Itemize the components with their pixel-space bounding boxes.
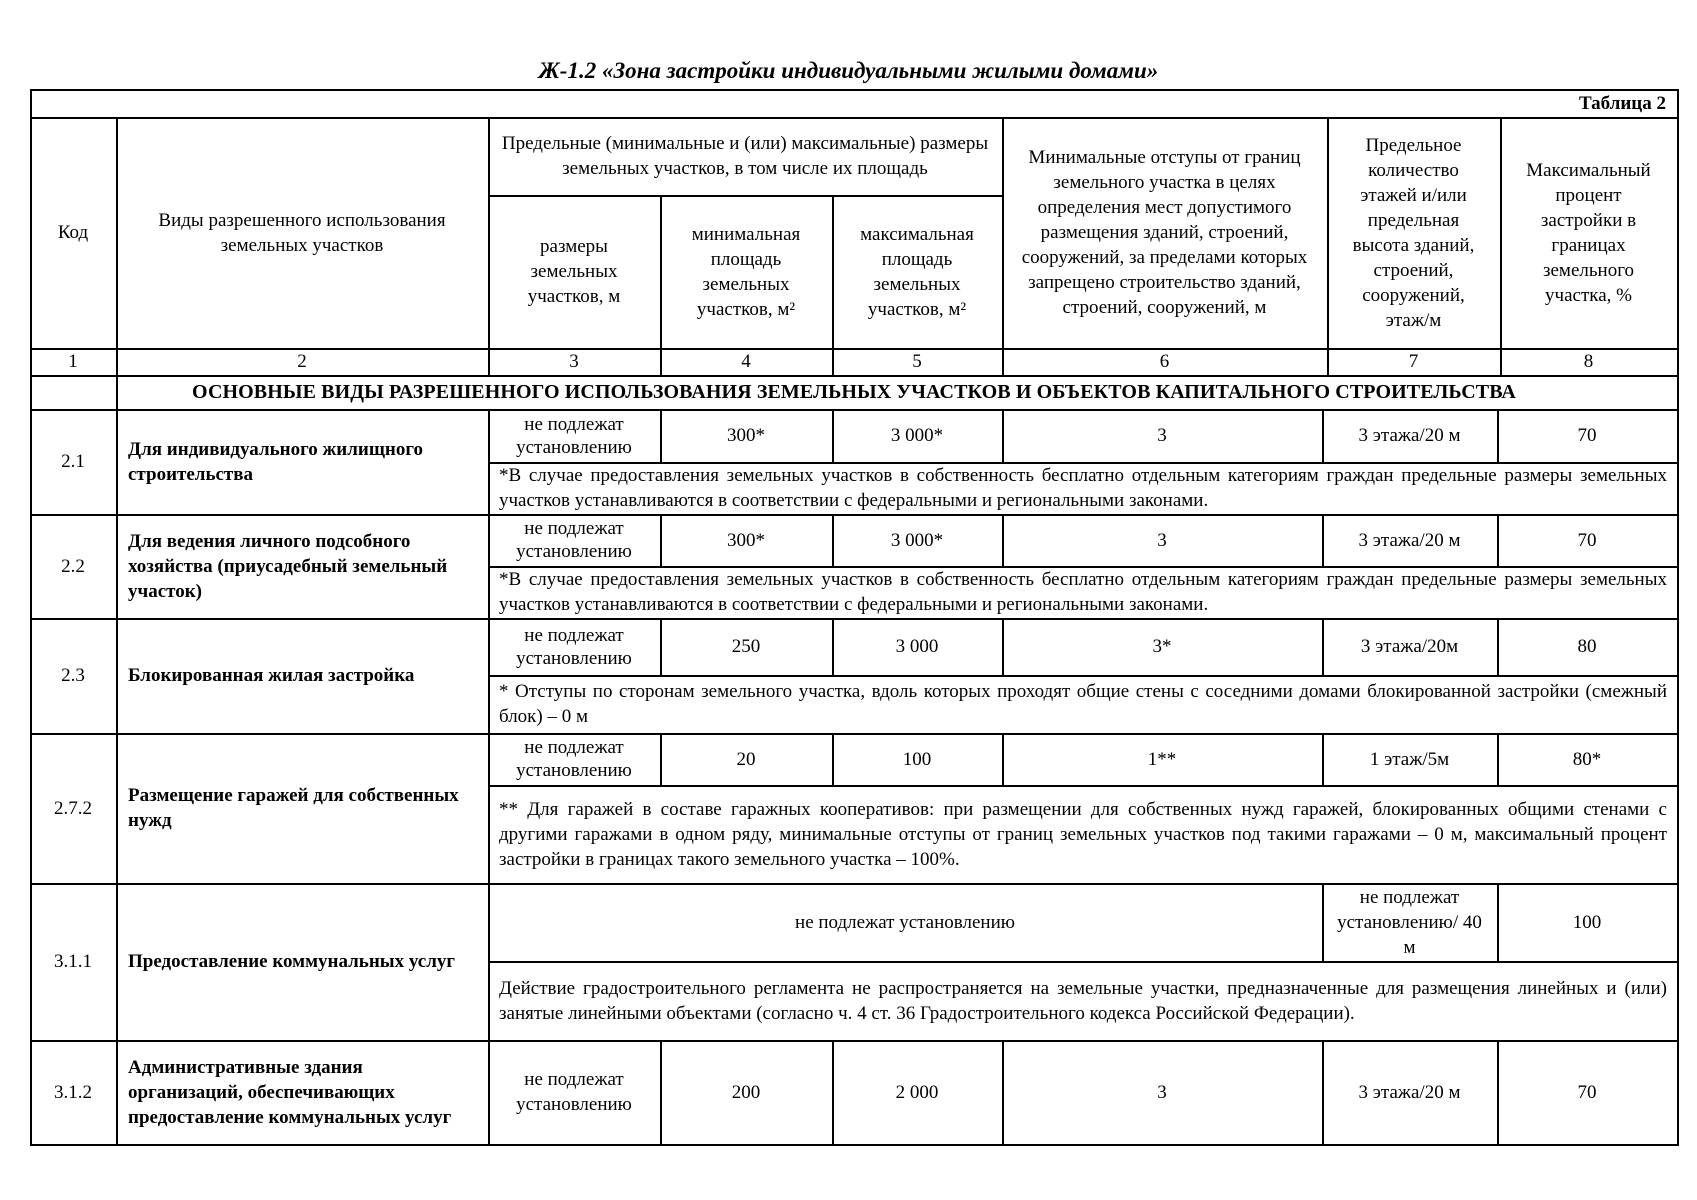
column-number: 6: [1159, 351, 1170, 372]
row-floors: 3 этажа/20 м: [1358, 425, 1461, 446]
header-max-percent: Максимальный процент застройки в границах земельного участка, %: [1526, 159, 1651, 306]
row-use-name: Предоставление коммунальных услуг: [128, 951, 456, 972]
row-code: 2.3: [61, 665, 85, 686]
row-merged-value: не подлежат установлению: [795, 911, 1015, 933]
header-floors: Предельное количество этажей и/или предельная высота зданий, строений, сооружений, этаж/м: [1352, 134, 1475, 331]
column-number: 4: [741, 351, 751, 372]
row-use-name: Для индивидуального жилищного строительства: [128, 438, 423, 485]
row-min-area: 250: [731, 636, 761, 657]
row-floors: не подлежат установлению/ 40 м: [1337, 886, 1482, 958]
row-setback: 1**: [1147, 748, 1177, 770]
row-code: 3.1.2: [54, 1081, 92, 1103]
row-setback: 3*: [1152, 636, 1172, 657]
row-max-area: 3 000: [895, 636, 939, 657]
row-use-name: Блокированная жилая застройка: [128, 665, 415, 686]
row-plot-size: не подлежат установлению: [516, 737, 632, 781]
row-percent: 100: [1572, 911, 1602, 933]
header-plot-sizes: размеры земельных участков, м: [527, 236, 621, 307]
row-percent: 70: [1577, 529, 1597, 551]
row-use-name: Для ведения личного подсобного хозяйства (приусадебный земельный участок): [128, 530, 448, 602]
row-max-area: 100: [902, 748, 932, 770]
row-code: 3.1.1: [54, 951, 92, 972]
row-floors: 3 этажа/20м: [1360, 636, 1459, 657]
row-note: ** Для гаражей в составе гаражных кооперативов: при размещении для собственных нужд гаражей, блокированных общими стенами с другими гаражами в одном ряду, минимальные отступы от границ земельных участков под такими гаражами – 0 м, максимальный процент застройки в границах такого земельного участка – 100%.: [499, 798, 1667, 870]
row-note: *В случае предоставления земельных участков в собственность бесплатно отдельным категориям граждан предельные размеры земельных участков устанавливаются в соответствии с федеральными и региональными законами.: [499, 569, 1667, 615]
row-code: 2.7.2: [54, 797, 92, 819]
header-limits-group: Предельные (минимальные и (или) максимальные) размеры земельных участков, в том числе их площадь: [501, 133, 989, 179]
row-setback: 3: [1157, 425, 1167, 446]
row-plot-size: не подлежат установлению: [516, 1069, 632, 1115]
row-percent: 80*: [1572, 748, 1602, 770]
column-number: 2: [297, 351, 307, 372]
header-setbacks: Минимальные отступы от границ земельного участка в целях определения мест допустимого размещения зданий, строений, сооружений, за пределами которых запрещено строительство зданий, строений, сооружений, м: [1021, 147, 1308, 318]
row-floors: 3 этажа/20 м: [1358, 1081, 1461, 1103]
table-border: [30, 1144, 1678, 1146]
row-code: 2.1: [61, 451, 85, 472]
row-min-area: 300*: [727, 529, 765, 551]
row-setback: 3: [1157, 1081, 1167, 1103]
row-floors: 3 этажа/20 м: [1358, 529, 1461, 551]
row-max-area: 2 000: [895, 1081, 939, 1103]
row-max-area: 3 000*: [890, 425, 944, 446]
row-setback: 3: [1157, 529, 1167, 551]
column-number: 5: [912, 351, 922, 372]
row-min-area: 200: [731, 1081, 761, 1103]
row-use-name: Размещение гаражей для собственных нужд: [128, 785, 459, 831]
header-use-types: Виды разрешенного использования земельных участков: [158, 209, 446, 256]
page-title: Ж-1.2 «Зона застройки индивидуальными жилыми домами»: [538, 58, 1159, 83]
row-note: *В случае предоставления земельных участков в собственность бесплатно отдельным категориям граждан предельные размеры земельных участков устанавливаются в соответствии с федеральными и региональными законами.: [499, 465, 1667, 511]
row-max-area: 3 000*: [890, 529, 944, 551]
header-min-area: минимальная площадь земельных участков, м²: [691, 223, 801, 320]
header-max-area: максимальная площадь земельных участков, м²: [860, 223, 974, 320]
row-min-area: 300*: [727, 425, 765, 446]
row-plot-size: не подлежат установлению: [516, 413, 632, 458]
table-label: Таблица 2: [1578, 92, 1666, 114]
column-number: 8: [1583, 351, 1594, 372]
row-percent: 70: [1577, 425, 1597, 446]
row-min-area: 20: [736, 748, 756, 770]
row-plot-size: не подлежат установлению: [516, 624, 632, 669]
row-percent: 70: [1577, 1081, 1597, 1103]
row-floors: 1 этаж/5м: [1369, 748, 1450, 770]
row-use-name: Административные здания организаций, обеспечивающих предоставление коммунальных услуг: [128, 1056, 452, 1128]
row-percent: 80: [1577, 636, 1597, 657]
section-title: ОСНОВНЫЕ ВИДЫ РАЗРЕШЕННОГО ИСПОЛЬЗОВАНИЯ ЗЕМЕЛЬНЫХ УЧАСТКОВ И ОБЪЕКТОВ КАПИТАЛЬНОГО СТРОИТЕЛЬСТВА: [192, 380, 1516, 403]
column-number: 3: [569, 351, 579, 372]
row-plot-size: не подлежат установлению: [516, 518, 632, 562]
column-number: 1: [68, 351, 78, 372]
header-code: Код: [57, 222, 89, 243]
row-note: Действие градостроительного регламента не распространяется на земельные участки, предназначенные для размещения линейных и (или) занятые линейными объектами (согласно ч. 4 ст. 36 Градостроительного кодекса Российской Федерации).: [499, 977, 1667, 1024]
row-code: 2.2: [61, 555, 85, 577]
row-note: * Отступы по сторонам земельного участка, вдоль которых проходят общие стены с соседними домами блокированной застройки (смежный блок) – 0 м: [499, 681, 1667, 727]
column-number: 7: [1408, 351, 1419, 372]
